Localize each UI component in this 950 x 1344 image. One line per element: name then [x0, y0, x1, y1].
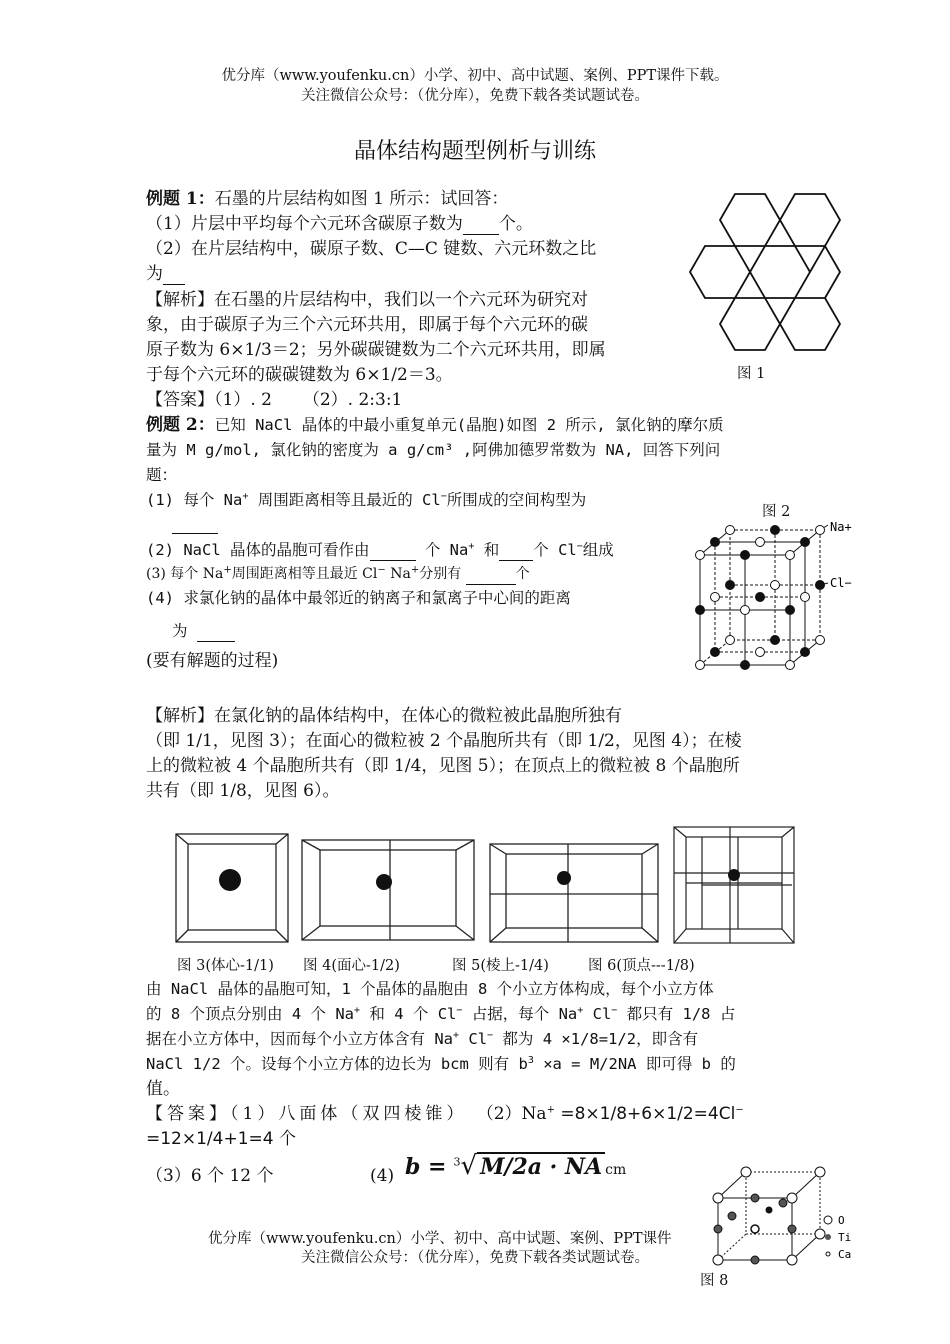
fig3-body-center-cube — [174, 832, 290, 944]
fig5-edge-cube — [488, 842, 660, 944]
graphite-hexagon-figure — [682, 190, 842, 360]
body-l2-b: 和 4 个 Cl — [369, 1005, 457, 1023]
fig6-caption: 图 6(顶点---1/8) — [588, 958, 695, 974]
ex1-q2-cont — [146, 263, 185, 285]
ex2-q3 — [146, 563, 530, 585]
footer-line-2: 关注微信公众号：（优分库），免费下载各类试题试卷。 — [301, 1250, 649, 1266]
ex2-q2-a: (2) NaCl 晶体的晶胞可看作由 — [146, 541, 370, 559]
ans2-line-3: （3）6 个 12 个 — [146, 1166, 274, 1186]
footer-line-1: 优分库（www.youfenku.cn）小学、初中、高中试题、案例、PPT课件 — [208, 1231, 672, 1247]
ex1-q1-blank — [463, 218, 499, 235]
cl-ion-label: Cl− — [830, 576, 852, 590]
ex2-q3-e: 个 — [515, 566, 530, 582]
sup-plus: + — [410, 564, 420, 576]
ans2-a2-a: （2）Na — [476, 1104, 547, 1124]
sup-minus: − — [456, 1004, 463, 1016]
sup-plus: + — [242, 490, 249, 502]
ex1-jiexi-1: 【解析】在石墨的片层结构中，我们以一个六元环为研究对 — [146, 290, 588, 310]
ex1-stem — [146, 188, 508, 210]
fig5-caption: 图 5(棱上-1/4) — [452, 958, 549, 974]
sup-minus: − — [576, 540, 583, 552]
body-line-5: 值。 — [146, 1079, 180, 1099]
ex2-q4-b: 为 — [172, 622, 188, 640]
sup-minus: − — [440, 490, 447, 502]
body-l2-d: Cl — [592, 1005, 612, 1023]
ex2-q3-blank — [466, 570, 516, 585]
fig8-caption: 图 8 — [700, 1273, 729, 1289]
fig3-caption: 图 3(体心-1/1) — [177, 958, 274, 974]
ex2-q2-d: 个 Cl — [533, 541, 577, 559]
ex2-q2-c: 和 — [483, 541, 500, 559]
header-line-2: 关注微信公众号：（优分库），免费下载各类试题试卷。 — [301, 88, 649, 104]
formula-radicand: M/2a · NA — [477, 1152, 605, 1180]
sup-plus: + — [577, 1004, 584, 1016]
fig6-vertex-cube — [672, 825, 796, 945]
body-l4-b: ×a = M/2NA 即可得 b 的 — [543, 1055, 736, 1073]
ans2-line-1 — [146, 1103, 744, 1125]
ex2-stem-1 — [146, 414, 724, 436]
ex2-q4-cont — [172, 620, 235, 642]
ans2-a2 — [477, 1104, 744, 1124]
jiexi2-line-3: 上的微粒被 4 个晶胞所共有（即 1/4，见图 5）；在顶点上的微粒被 8 个晶胞所 — [146, 756, 740, 776]
formula-unit: cm — [605, 1162, 627, 1178]
body-line-1: 由 NaCl 晶体的晶胞可知，1 个晶体的晶胞由 8 个小立方体构成，每个小立方体 — [146, 980, 714, 998]
ans2-a1: 【答案】（1）八面体（双四棱锥） — [146, 1104, 468, 1124]
ex1-q1-end: 个。 — [498, 214, 533, 234]
ex2-label: 例题 2： — [146, 415, 215, 435]
jiexi2-line-1: 【解析】在氯化钠的晶体结构中，在体心的微粒被此晶胞所独有 — [146, 706, 622, 726]
sup-minus: − — [487, 1029, 494, 1041]
jiexi2-line-2: （即 1/1，见图 3）；在面心的微粒被 2 个晶胞所共有（即 1/2，见图 4）；在棱 — [146, 731, 742, 751]
ex2-stem-2: 量为 M g/mol, 氯化钠的密度为 a g/cm³ ,阿佛加德罗常数为 NA, 回答下列问 — [146, 441, 721, 459]
ex1-q2-tail: 为 — [146, 264, 163, 284]
sup-cube: 3 — [527, 1054, 534, 1066]
ex1-q1 — [146, 213, 533, 235]
ex2-q4: (4) 求氯化钠的晶体中最邻近的钠离子和氯离子中心间的距离 — [146, 589, 571, 607]
body-line-3 — [146, 1028, 698, 1050]
ex2-q3-b: 周围距离相等且最近 Cl — [231, 566, 378, 582]
fig4-face-center-cube — [300, 838, 476, 942]
ex2-q3-d: 分别有 — [419, 566, 462, 582]
ex2-q2-blank-1 — [370, 544, 416, 561]
fig1-caption: 图 1 — [737, 366, 766, 382]
header-line-1: 优分库（www.youfenku.cn）小学、初中、高中试题、案例、PPT课件下载。 — [221, 68, 729, 84]
root-index: 3 — [453, 1155, 461, 1169]
ex2-q1-blank-line — [172, 512, 218, 534]
ex2-q5: (要有解题的过程) — [146, 651, 279, 671]
ex1-answer: 【答案】（1）. 2 （2）. 2:3:1 — [146, 390, 403, 410]
sup-plus: + — [223, 564, 232, 576]
body-l3-b: Cl — [468, 1030, 488, 1048]
fig8-perovskite-cell — [712, 1168, 862, 1268]
ex2-q3-c: Na — [390, 566, 411, 582]
ex1-q2: （2）在片层结构中，碳原子数、C—C 键数、六元环数之比 — [146, 239, 597, 259]
formula-lhs: b = — [405, 1154, 447, 1180]
ex1-jiexi-4: 于每个六元环的碳碳键数为 6×1/2＝3。 — [146, 365, 453, 385]
ex2-q2 — [146, 539, 614, 561]
ex2-q1-c: 所围成的空间构型为 — [446, 491, 587, 509]
ans2-formula-label: (4) — [370, 1166, 395, 1186]
ex2-q1-b: 周围距离相等且最近的 Cl — [257, 491, 441, 509]
ex2-stem-1-text: 已知 NaCl 晶体的中最小重复单元(晶胞)如图 2 所示, 氯化钠的摩尔质 — [214, 416, 724, 434]
ans2-formula: b = $^3$√ M/2a · NA cm — [405, 1151, 627, 1181]
ex2-q1-blank — [172, 517, 218, 534]
nacl-unit-cell-figure — [690, 515, 860, 680]
body-line-2 — [146, 1003, 735, 1025]
body-l3-c: 都为 4 ×1/8=1/2，即含有 — [502, 1030, 699, 1048]
ex2-q4-blank — [197, 625, 235, 642]
fig2-caption: 图 2 — [762, 504, 791, 520]
body-l2-c: 占据，每个 Na — [471, 1005, 578, 1023]
ex1-jiexi-3: 原子数为 6×1/3＝2；另外碳碳键数为二个六元环共用，即属 — [146, 340, 606, 360]
body-l2-e: 都只有 1/8 占 — [626, 1005, 736, 1023]
ex1-q1-text: （1）片层中平均每个六元环含碳原子数为 — [146, 214, 463, 234]
ex2-q1-a: (1) 每个 Na — [146, 491, 243, 509]
ex1-q2-blank — [163, 268, 185, 285]
na-ion-label: Na+ — [830, 520, 852, 534]
ex1-jiexi-2: 象，由于碳原子为三个六元环共用，即属于每个六元环的碳 — [146, 315, 588, 335]
sup-plus: + — [354, 1004, 361, 1016]
legend-ti: Ti — [838, 1231, 852, 1244]
ex1-stem-text: 石墨的片层结构如图 1 所示：试回答： — [214, 189, 509, 209]
ex2-stem-3: 题： — [146, 466, 178, 484]
body-l4-a: NaCl 1/2 个。设每个小立方体的边长为 bcm 则有 b — [146, 1055, 528, 1073]
body-l3-a: 据在小立方体中，因而每个小立方体含有 Na — [146, 1030, 453, 1048]
sup-minus: − — [611, 1004, 618, 1016]
legend-o: O — [838, 1214, 845, 1227]
page-title: 晶体结构题型例析与训练 — [353, 139, 596, 164]
sup-minus: − — [377, 564, 386, 576]
ex2-q2-b: 个 Na — [424, 541, 469, 559]
sup-plus: + — [546, 1104, 555, 1116]
ex2-q2-blank-2 — [499, 544, 533, 561]
sup-plus: + — [453, 1029, 460, 1041]
sup-plus: + — [468, 540, 475, 552]
sup-minus: − — [735, 1104, 744, 1116]
body-line-4 — [146, 1053, 736, 1075]
ans2-a2-b: =8×1/8+6×1/2=4Cl — [560, 1104, 736, 1124]
ex1-label: 例题 1： — [146, 189, 215, 209]
legend-ca: Ca — [838, 1248, 852, 1261]
ex2-q2-e: 组成 — [582, 541, 614, 559]
fig4-caption: 图 4(面心-1/2) — [303, 958, 400, 974]
ans2-line-2: =12×1/4+1=4 个 — [146, 1129, 297, 1149]
ex2-q3-a: (3) 每个 Na — [146, 566, 224, 582]
jiexi2-line-4: 共有（即 1/8，见图 6）。 — [146, 781, 340, 801]
ex2-q1 — [146, 489, 586, 511]
body-l2-a: 的 8 个顶点分别由 4 个 Na — [146, 1005, 354, 1023]
